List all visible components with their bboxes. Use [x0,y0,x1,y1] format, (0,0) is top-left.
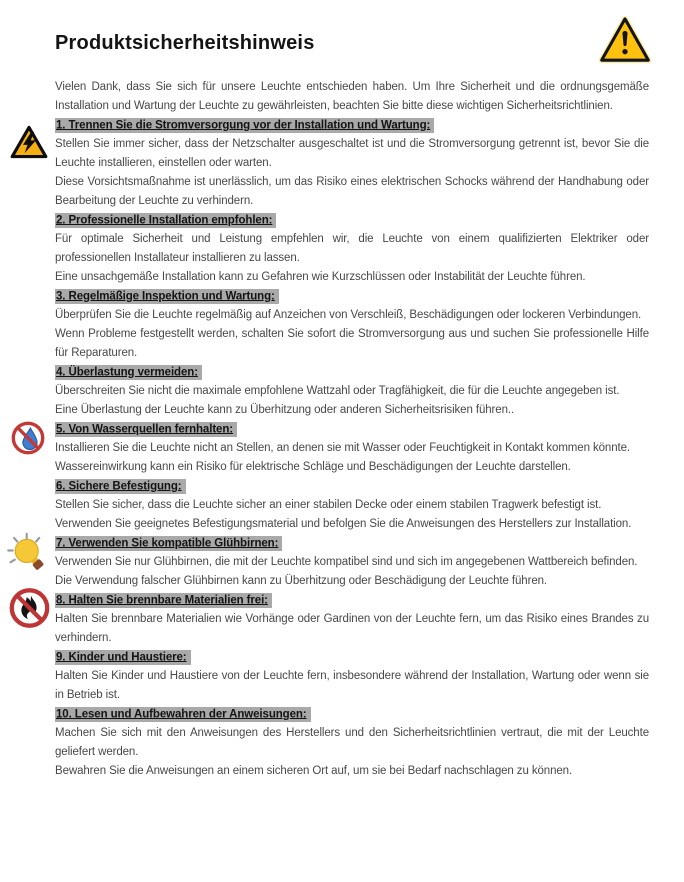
section-heading [55,287,649,306]
safety-section-6 [55,477,649,534]
no-fire-icon [9,585,50,631]
safety-section-8 [55,591,649,648]
section-heading-text: 2. Professionelle Installation empfohlen: [55,213,276,229]
section-heading-text: 1. Trennen Sie die Stromversorgung vor der Installation und Wartung: [55,118,434,134]
sections-container [55,116,649,781]
safety-section-9 [55,648,649,705]
section-paragraph: Wenn Probleme festgestellt werden, schalten Sie sofort die Stromversorgung aus und suchen Sie professionelle Hilfe für Reparaturen. [55,328,649,359]
section-paragraph: Stellen Sie immer sicher, dass der Netzschalter ausgeschaltet ist und die Stromversorgung getrennt ist, bevor Sie die Leuchte installieren, einstellen oder warten. [55,138,649,169]
warning-triangle-icon [599,12,651,68]
section-heading [55,211,649,230]
section-paragraph: Stellen Sie sicher, dass die Leuchte sicher an einer stabilen Decke oder einem stabilen Tragwerk befestigt ist. [55,499,602,511]
safety-section-3 [55,287,649,363]
section-heading [55,534,649,553]
safety-section-1 [55,116,649,211]
section-heading [55,116,649,135]
section-paragraph: Die Verwendung falscher Glühbirnen kann zu Überhitzung oder Beschädigung der Leuchte führen. [55,575,548,587]
section-paragraph: Überschreiten Sie nicht die maximale empfohlene Wattzahl oder Tragfähigkeit, die für die Leuchte angegeben ist. [55,385,620,397]
safety-section-4 [55,363,649,420]
lightbulb-icon [6,531,51,579]
section-heading-text: 9. Kinder und Haustiere: [55,650,191,666]
section-heading [55,705,649,724]
section-paragraph: Halten Sie brennbare Materialien wie Vorhänge oder Gardinen von der Leuchte fern, um das Risiko eines Brandes zu verhindern. [55,613,649,644]
section-heading [55,420,649,439]
section-paragraph: Für optimale Sicherheit und Leistung empfehlen wir, die Leuchte von einem qualifizierten Elektriker oder professionellen Installateur installieren zu lassen. [55,233,649,264]
section-paragraph: Eine unsachgemäße Installation kann zu Gefahren wie Kurzschlüssen oder Instabilität der Leuchte führen. [55,271,586,283]
section-heading-text: 5. Von Wasserquellen fernhalten: [55,422,237,438]
page-title: Produktsicherheitshinweis [55,32,315,54]
section-heading-text: 3. Regelmäßige Inspektion und Wartung: [55,289,279,305]
section-paragraph: Verwenden Sie geeignetes Befestigungsmaterial und befolgen Sie die Anweisungen des Herstellers zur Installation. [55,518,632,530]
safety-section-2 [55,211,649,287]
safety-section-5 [55,420,649,477]
section-heading [55,363,649,382]
section-paragraph: Machen Sie sich mit den Anweisungen des Herstellers und den Sicherheitsrichtlinien vertraut, die mit der Leuchte geliefert werden. [55,727,649,758]
section-heading [55,591,649,610]
section-heading-text: 10. Lesen und Aufbewahren der Anweisungen: [55,707,311,723]
section-heading [55,477,649,496]
section-paragraph: Halten Sie Kinder und Haustiere von der Leuchte fern, insbesondere während der Installation, Wartung oder wenn sie in Betrieb ist. [55,670,649,701]
section-heading-text: 6. Sichere Befestigung: [55,479,186,495]
section-heading-text: 8. Halten Sie brennbare Materialien frei: [55,593,272,609]
section-heading-text: 4. Überlastung vermeiden: [55,365,202,381]
section-heading-text: 7. Verwenden Sie kompatible Glühbirnen: [55,536,282,552]
intro-paragraph: Vielen Dank, dass Sie sich für unsere Leuchte entschieden haben. Um Ihre Sicherheit und die ordnungsgemäße Installation und Wartung der Leuchte zu gewährleisten, beachten Sie bitte diese wichtigen Sicherheitsrichtlinien. [55,81,649,112]
section-paragraph: Überprüfen Sie die Leuchte regelmäßig auf Anzeichen von Verschleiß, Beschädigungen oder lockeren Verbindungen. [55,309,642,321]
section-paragraph: Bewahren Sie die Anweisungen an einem sicheren Ort auf, um sie bei Bedarf nachschlagen zu können. [55,765,573,777]
document-header [55,30,649,56]
section-paragraph: Verwenden Sie nur Glühbirnen, die mit der Leuchte kompatibel sind und sich im angegebenen Wattbereich befinden. [55,556,638,568]
section-paragraph: Installieren Sie die Leuchte nicht an Stellen, an denen sie mit Wasser oder Feuchtigkeit in Kontakt kommen könnte. [55,442,630,454]
section-heading [55,648,649,667]
no-water-icon [11,421,45,455]
section-paragraph: Eine Überlastung der Leuchte kann zu Überhitzung oder anderen Sicherheitsrisiken führen.. [55,404,515,416]
section-paragraph: Diese Vorsichtsmaßnahme ist unerlässlich, um das Risiko eines elektrischen Schocks während der Handhabung oder Bearbeitung der Leuchte zu verhindern. [55,176,649,207]
safety-section-10 [55,705,649,781]
electric-shock-icon [10,121,48,163]
safety-section-7 [55,534,649,591]
section-paragraph: Wassereinwirkung kann ein Risiko für elektrische Schläge und Beschädigungen der Leuchte darstellen. [55,461,571,473]
